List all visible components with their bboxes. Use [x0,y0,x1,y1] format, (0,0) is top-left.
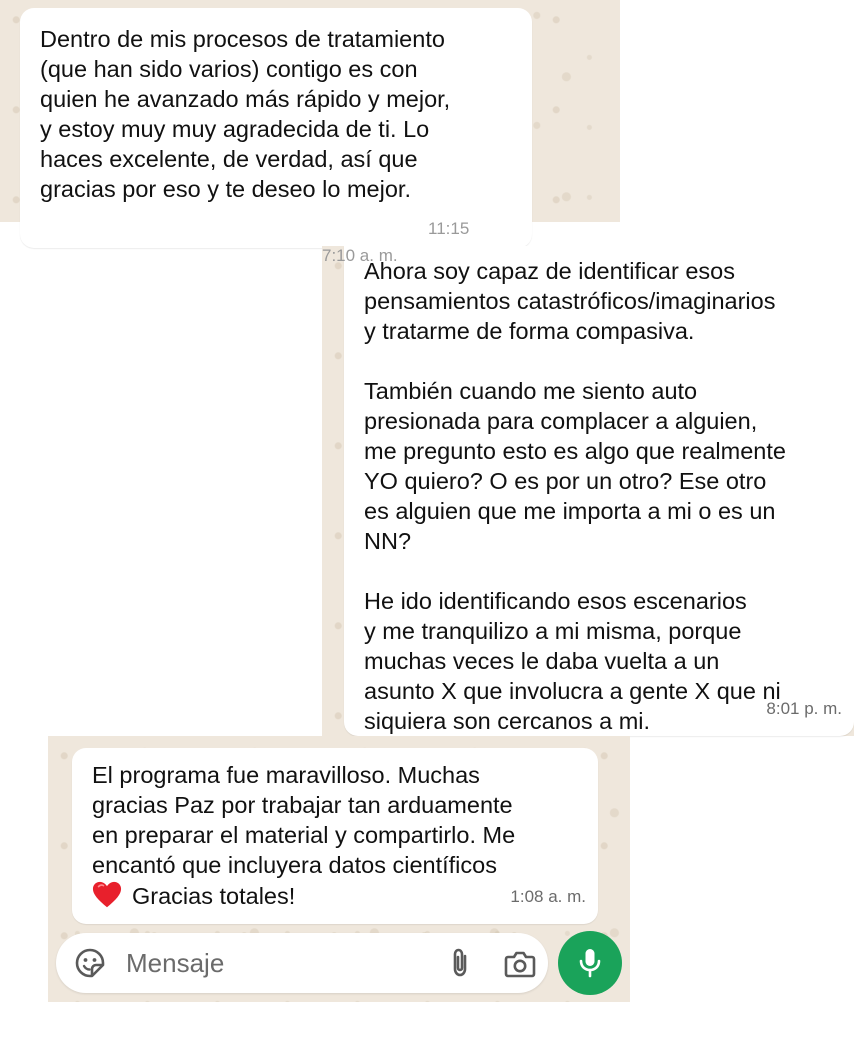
sticker-icon[interactable] [74,947,106,979]
chat-screenshot-3 [48,736,630,1002]
message-time: 1:08 a. m. [510,887,586,906]
message-last-line: Gracias totales! [132,883,296,909]
message-text: Ahora soy capaz de identificar esos pensamientos catastróficos/imaginarios y tratarme de forma compasiva. También cuando me siento auto presionada para complacer a alguien, me pregunto esto es algo que realmente YO quiero? O es por un otro? Ese otro es alguien que me importa a mi o es un NN? He ido identificando esos escenarios y me tranquilizo a mi misma, porque muchas veces le daba vuelta a un asunto X que involucra a gente X que ni siquiera son cercanos a mi. [364,258,786,734]
chat-screenshot-1 [0,0,620,238]
paperclip-icon[interactable] [446,947,474,979]
message-body: El programa fue maravilloso. Muchas gracias Paz por trabajar tan arduamente en preparar el material y compartirlo. Me encantó que incluyera datos científicos [92,762,516,878]
message-text: Dentro de mis procesos de tratamiento (que han sido varios) contigo es con quien he avanzado más rápido y mejor, y estoy muy muy agradecida de ti. Lo haces excelente, de verdad, así que gracias por eso y te deseo lo mejor. [40,26,451,202]
microphone-icon [578,947,602,979]
message-input[interactable]: Mensaje [126,948,225,978]
chat-screenshot-2 [322,246,854,736]
message-time: 8:01 p. m. [766,699,842,718]
heart-icon [92,880,122,910]
message-time-cropped: 11:15 [428,219,470,238]
message-bubble[interactable] [344,246,854,736]
camera-icon[interactable] [504,949,536,979]
microphone-button[interactable] [558,931,622,995]
message-bubble[interactable] [72,748,598,924]
message-bubble[interactable] [20,8,532,248]
cropped-time-below: 7:10 a. m. [322,246,398,265]
message-composer[interactable] [56,933,548,993]
